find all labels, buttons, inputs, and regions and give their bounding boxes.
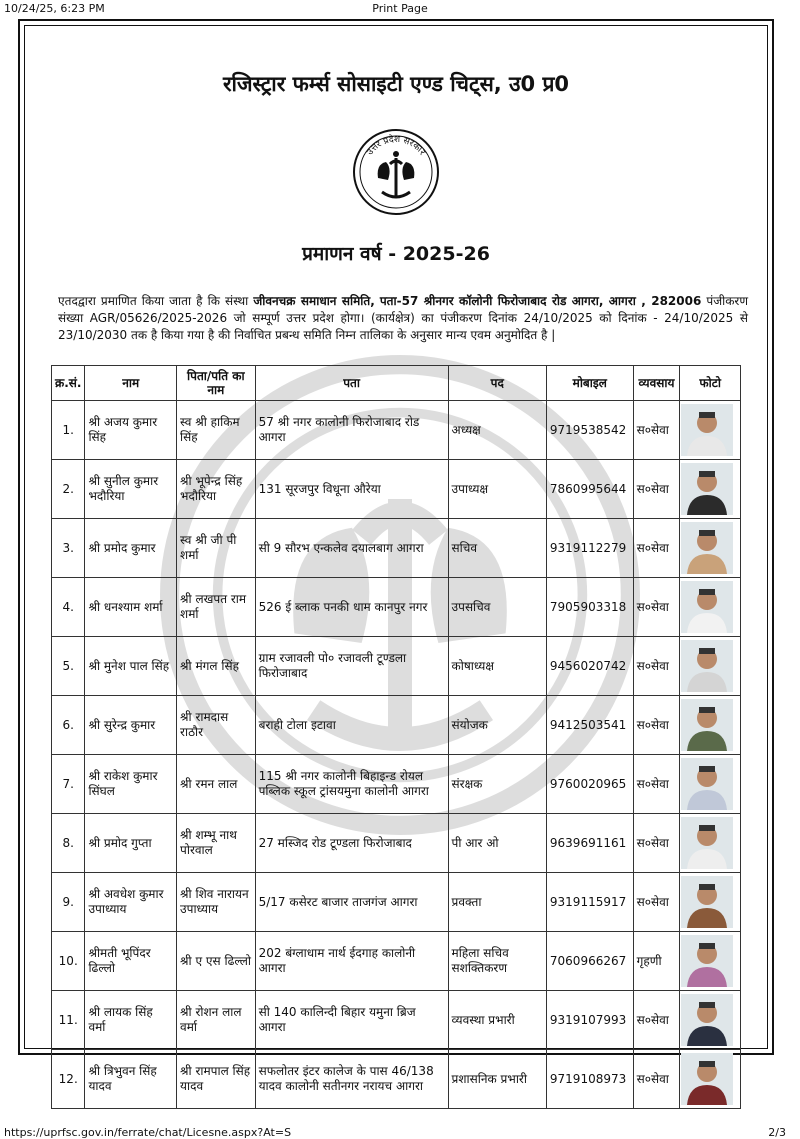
table-row [52,1050,741,1109]
cell-father: श्री भूपेन्द्र सिंह भदौरिया [177,460,256,519]
table-row [52,814,741,873]
cell-mobile: 9639691161 [546,814,633,873]
column-header-photo: फोटो [680,366,741,401]
cell-mobile: 9456020742 [546,637,633,696]
cell-photo [680,401,741,460]
cell-post: अध्यक्ष [448,401,546,460]
document-title: रजिस्ट्रार फर्म्स सोसाइटी एण्ड चिट्स, उ0 प्र0 [222,72,570,96]
certification-paragraph [58,293,748,344]
cell-name: श्री प्रमोद कुमार [85,519,177,578]
cell-name: श्री त्रिभुवन सिंह यादव [85,1050,177,1109]
cell-address: सी 140 कालिन्दी बिहार यमुना ब्रिज आगरा [255,991,448,1050]
cell-father: श्री रामदास राठौर [177,696,256,755]
cell-address: 526 ई ब्लाक पनकी धाम कानपुर नगर [255,578,448,637]
cell-address: बराही टोला इटावा [255,696,448,755]
cell-mobile: 9719108973 [546,1050,633,1109]
cell-address: 115 श्री नगर कालोनी बिहाइन्ड रोयल पब्लिक स्कूल ट्रांसयमुना कालोनी आगरा [255,755,448,814]
cell-sn: 7. [52,755,85,814]
cell-post: संरक्षक [448,755,546,814]
cell-mobile: 7860995644 [546,460,633,519]
column-header-name: नाम [85,366,177,401]
cell-name: श्री अजय कुमार सिंह [85,401,177,460]
cell-address: सफलोतर इंटर कालेज के पास 46/138 यादव कालोनी सतीनगर नरायच आगरा [255,1050,448,1109]
cell-father: श्री ए एस ढिल्लो [177,932,256,991]
cell-photo [680,1050,741,1109]
organization-address: पता-57 श्रीनगर कॉलोनी फिरोजाबाद रोड आगरा, आगरा , 282006 [379,294,702,308]
cell-photo [680,755,741,814]
table-header-row [52,366,741,401]
cell-mobile: 7060966267 [546,932,633,991]
table-row [52,873,741,932]
cell-occupation: स०सेवा [633,873,680,932]
cell-post: पी आर ओ [448,814,546,873]
cell-photo [680,873,741,932]
member-photo [681,876,733,928]
cell-occupation: स०सेवा [633,814,680,873]
cell-photo [680,578,741,637]
table-row [52,932,741,991]
cell-mobile: 9319115917 [546,873,633,932]
cell-father: श्री मंगल सिंह [177,637,256,696]
cell-mobile: 9319107993 [546,991,633,1050]
cell-mobile: 9319112279 [546,519,633,578]
cell-mobile: 7905903318 [546,578,633,637]
cell-sn: 3. [52,519,85,578]
cell-sn: 6. [52,696,85,755]
table-row [52,519,741,578]
table-row [52,696,741,755]
member-photo [681,522,733,574]
cell-father: श्री रोशन लाल वर्मा [177,991,256,1050]
cell-post: सचिव [448,519,546,578]
cell-photo [680,519,741,578]
cell-mobile: 9719538542 [546,401,633,460]
cell-sn: 11. [52,991,85,1050]
cell-post: व्यवस्था प्रभारी [448,991,546,1050]
cell-sn: 12. [52,1050,85,1109]
cell-photo [680,814,741,873]
cell-name: श्रीमती भूपिंदर ढिल्लो [85,932,177,991]
print-datetime: 10/24/25, 6:23 PM [4,2,105,15]
cell-post: प्रशासनिक प्रभारी [448,1050,546,1109]
page-number: 2/3 [768,1126,786,1139]
cell-address: सी 9 सौरभ एन्कलेव दयालबाग आगरा [255,519,448,578]
cell-sn: 1. [52,401,85,460]
cell-address: 131 सूरजपुर विधूना औरेया [255,460,448,519]
cell-name: श्री प्रमोद गुप्ता [85,814,177,873]
cell-occupation: स०सेवा [633,637,680,696]
table-row [52,401,741,460]
cell-occupation: स०सेवा [633,460,680,519]
cell-father: स्व श्री हाकिम सिंह [177,401,256,460]
column-header-address: पता [255,366,448,401]
member-photo [681,817,733,869]
cell-name: श्री धनश्याम शर्मा [85,578,177,637]
cell-name: श्री सुरेन्द्र कुमार [85,696,177,755]
cell-name: श्री अवधेश कुमार उपाध्याय [85,873,177,932]
cell-photo [680,932,741,991]
certification-year: प्रमाणन वर्ष - 2025-26 [302,243,490,265]
cell-name: श्री सुनील कुमार भदौरिया [85,460,177,519]
member-photo [681,1053,733,1105]
member-photo [681,994,733,1046]
cell-occupation: स०सेवा [633,519,680,578]
cell-photo [680,696,741,755]
table-row [52,637,741,696]
member-photo [681,463,733,515]
member-photo [681,935,733,987]
member-photo [681,758,733,810]
table-row [52,578,741,637]
cell-mobile: 9760020965 [546,755,633,814]
member-photo [681,640,733,692]
column-header-occupation: व्यवसाय [633,366,680,401]
cell-address: 5/17 कसेरट बाजार ताजगंज आगरा [255,873,448,932]
member-photo [681,581,733,633]
table-row [52,755,741,814]
cell-post: उपसचिव [448,578,546,637]
cell-mobile: 9412503541 [546,696,633,755]
cell-occupation: स०सेवा [633,1050,680,1109]
page-url: https://uprfsc.gov.in/ferrate/chat/Licesne.aspx?At=S [4,1126,292,1139]
cell-post: महिला सचिव सशक्तिकरण [448,932,546,991]
cell-occupation: स०सेवा [633,991,680,1050]
cell-occupation: स०सेवा [633,696,680,755]
cell-address: 27 मस्जिद रोड टूण्डला फिरोजाबाद [255,814,448,873]
member-photo [681,699,733,751]
print-header [0,2,800,16]
cell-post: उपाध्यक्ष [448,460,546,519]
cell-occupation: गृहणी [633,932,680,991]
cell-address: 57 श्री नगर कालोनी फिरोजाबाद रोड आगरा [255,401,448,460]
cell-post: कोषाध्यक्ष [448,637,546,696]
cell-photo [680,460,741,519]
cell-sn: 8. [52,814,85,873]
committee-table [51,365,741,1109]
cell-name: श्री राकेश कुमार सिंघल [85,755,177,814]
cell-sn: 9. [52,873,85,932]
member-photo [681,404,733,456]
up-government-emblem-icon [352,128,440,216]
cell-post: संयोजक [448,696,546,755]
svg-text:उत्तर प्रदेश सरकार: उत्तर प्रदेश सरकार [365,134,427,158]
cell-father: श्री रामपाल सिंह यादव [177,1050,256,1109]
cell-father: श्री शिव नारायन उपाध्याय [177,873,256,932]
cell-father: श्री लखपत राम शर्मा [177,578,256,637]
cell-occupation: स०सेवा [633,401,680,460]
para-text: पंजीकरण संख्या AGR/05626/2025-2026 जो सम्पूर्ण उत्तर प्रदेश होगा। (कार्यक्षेत्र) का पंजीकरण दिनांक 24/10/2025 को दिनांक - 24/10/2025 से 23/10/2030 तक है किया गया है की निर्वाचित प्रबन्ध समिति निम्न तालिका के अनुसार मान्य एवम अनुमोदित है | [58,294,749,342]
column-header-father: पिता/पति का नाम [177,366,256,401]
cell-name: श्री मुनेश पाल सिंह [85,637,177,696]
cell-father: श्री शम्भू नाथ पोरवाल [177,814,256,873]
cell-address: ग्राम रजावली पो० रजावली टूण्डला फिरोजाबाद [255,637,448,696]
cell-post: प्रवक्ता [448,873,546,932]
table-row [52,460,741,519]
cell-sn: 10. [52,932,85,991]
column-header-sn: क्र.सं. [52,366,85,401]
cell-name: श्री लायक सिंह वर्मा [85,991,177,1050]
column-header-post: पद [448,366,546,401]
cell-father: श्री रमन लाल [177,755,256,814]
cell-photo [680,991,741,1050]
cell-sn: 2. [52,460,85,519]
table-row [52,991,741,1050]
cell-sn: 5. [52,637,85,696]
print-page-title: Print Page [372,2,428,15]
column-header-mobile: मोबाइल [546,366,633,401]
organization-name: जीवनचक्र समाधान समिति, [253,294,375,308]
cell-occupation: स०सेवा [633,578,680,637]
cell-father: स्व श्री जी पी शर्मा [177,519,256,578]
cell-address: 202 बंग्लाधाम नार्थ ईदगाह कालोनी आगरा [255,932,448,991]
cell-occupation: स०सेवा [633,755,680,814]
cell-sn: 4. [52,578,85,637]
para-text: एतदद्वारा प्रमाणित किया जाता है कि संस्था [58,294,254,308]
cell-photo [680,637,741,696]
